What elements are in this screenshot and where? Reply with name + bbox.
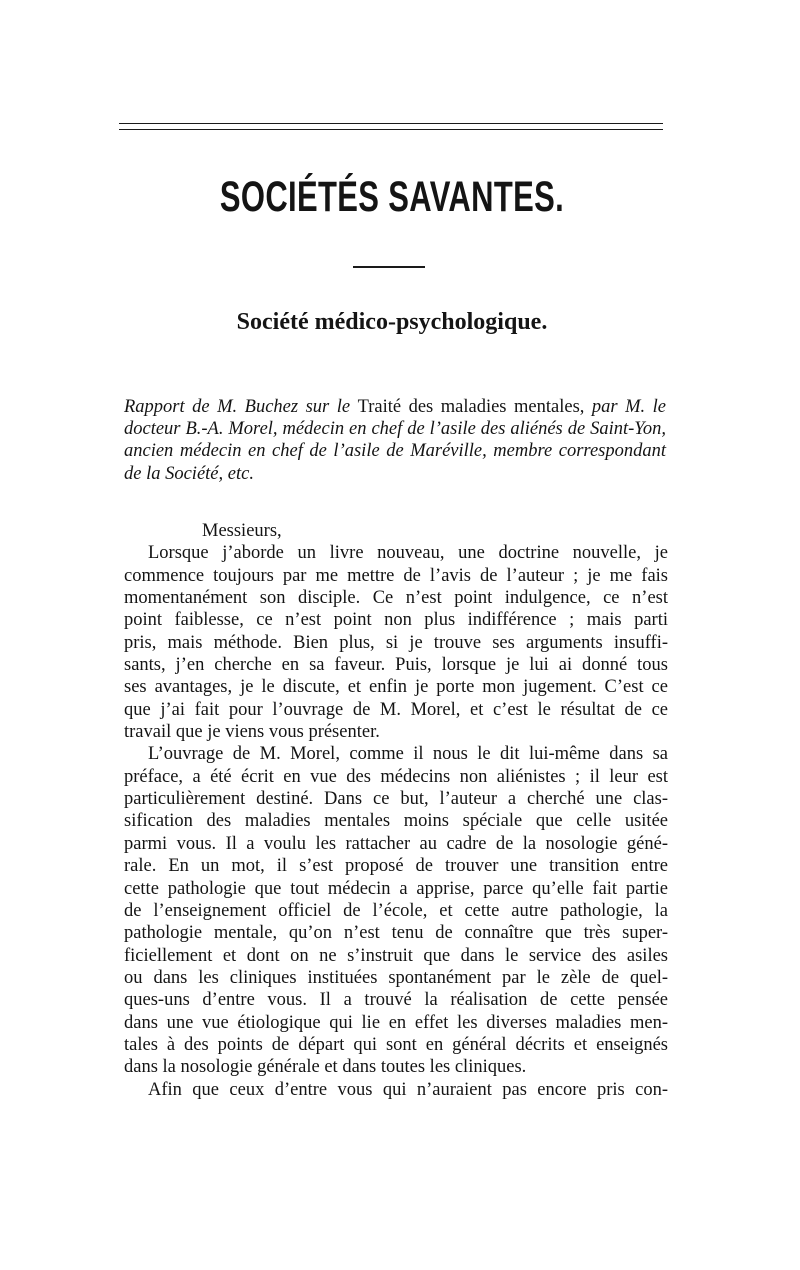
body-line: pris, mais méthode. Bien plus, si je trouve ses arguments insuffi-	[124, 632, 668, 653]
title-divider	[353, 266, 425, 268]
body-line: sants, j’en cherche en sa faveur. Puis, lorsque je lui ai donné tous	[124, 655, 668, 676]
report-book-title: Traité des maladies mentales,	[357, 397, 585, 417]
body-line: ques-uns d’entre vous. Il a trouvé la réalisation de cette pensée	[124, 990, 668, 1011]
body-line: particulièrement destiné. Dans ce but, l’auteur a cherché une clas-	[124, 789, 668, 810]
salutation: Messieurs,	[202, 521, 282, 541]
body-line: L’ouvrage de M. Morel, comme il nous le dit lui-même dans sa	[148, 744, 668, 765]
body-line: Afin que ceux d’entre vous qui n’auraient pas encore pris con-	[148, 1079, 668, 1100]
body-line: cette pathologie que tout médecin a apprise, parce qu’elle fait partie	[124, 878, 668, 899]
body-line: momentanément son disciple. Ce n’est point indulgence, ce n’est	[124, 588, 668, 609]
body-line: commence toujours par me mettre de l’avis de l’auteur ; je me fais	[124, 565, 668, 586]
body-line: travail que je viens vous présenter.	[124, 722, 380, 743]
body-line: point faiblesse, ce n’est point non plus indifférence ; mais parti	[124, 610, 668, 631]
body-line: dans une vue étiologique qui lie en effet les diverses maladies men-	[124, 1012, 668, 1033]
body-line: Lorsque j’aborde un livre nouveau, une doctrine nouvelle, je	[148, 543, 668, 564]
body-line: rale. En un mot, il s’est proposé de trouver une transition entre	[124, 856, 668, 877]
body-line: que j’ai fait pour l’ouvrage de M. Morel, et c’est le résultat de ce	[124, 699, 668, 720]
body-text	[124, 520, 668, 1101]
report-heading	[124, 396, 666, 485]
report-author: par M. le docteur B.-A. Morel, médecin en chef de l’asile des aliénés de Saint-Yon, ancien médecin en chef de l’asile de Maréville, membre correspondant de la Société, etc.	[124, 397, 666, 484]
top-rule-thick	[119, 123, 663, 124]
body-line: ficiellement et dont on ne s’instruit que dans le service des asiles	[124, 945, 668, 966]
body-line: tales à des points de départ qui sont en général décrits et enseignés	[124, 1034, 668, 1055]
body-line: pathologie mentale, qu’on n’est tenu de connaître que très super-	[124, 923, 668, 944]
body-line: de l’enseignement officiel de l’école, et cette autre pathologie, la	[124, 900, 668, 921]
body-line: dans la nosologie générale et dans toutes les cliniques.	[124, 1057, 527, 1078]
section-title: SOCIÉTÉS SAVANTES.	[219, 173, 565, 221]
body-line: parmi vous. Il a voulu les rattacher au cadre de la nosologie géné-	[124, 833, 668, 854]
body-line: sification des maladies mentales moins spéciale que celle usitée	[124, 811, 668, 832]
top-rule-thin	[119, 129, 663, 130]
body-line: préface, a été écrit en vue des médecins non aliénistes ; il leur est	[124, 766, 668, 787]
body-line: ou dans les cliniques instituées spontanément par le zèle de quel-	[124, 967, 668, 988]
body-line: ses avantages, je le discute, et enfin je porte mon jugement. C’est ce	[124, 677, 668, 698]
report-intro: Rapport de M. Buchez sur le	[124, 397, 358, 417]
society-name: Société médico-psychologique.	[236, 309, 548, 335]
